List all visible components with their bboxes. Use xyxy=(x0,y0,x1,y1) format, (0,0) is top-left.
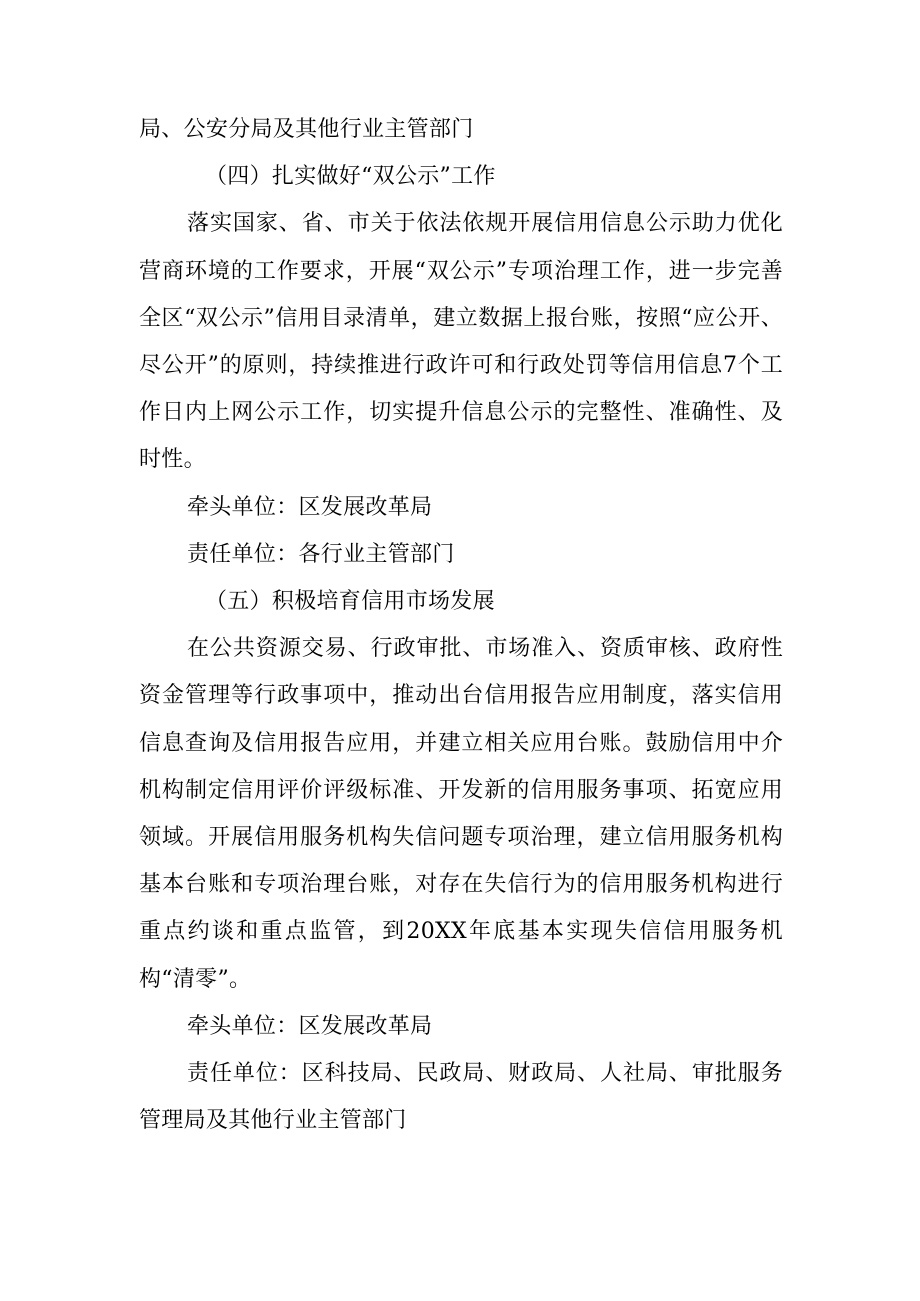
lead-unit-line: 牵头单位：区发展改革局 xyxy=(187,1013,433,1039)
section-heading-four: （四）扎实做好“双公示”工作 xyxy=(205,164,496,190)
responsible-unit-line: 责任单位：区科技局、民政局、财政局、人社局、审批服务管理局及其他行业主管部门 xyxy=(139,1061,783,1134)
paragraph-credit-market: 在公共资源交易、行政审批、市场准入、资质审核、政府性资金管理等行政事项中，推动出台信用报告应用制度，落实信用信息查询及信用报告应用，并建立相关应用台账。鼓励信用中介机构制定信用评价评级标准、开发新的信用服务事项、拓宽应用领域。开展信用服务机构失信问题专项治理，建立信用服务机构基本台账和专项治理台账，对存在失信行为的信用服务机构进行重点约谈和重点监管，到20XX年底基本实现失信信用服务机构“清零”。 xyxy=(139,636,783,992)
section-heading-five: （五）积极培育信用市场发展 xyxy=(205,589,495,615)
responsible-unit-line: 责任单位：各行业主管部门 xyxy=(187,541,455,567)
paragraph-continuation: 局、公安分局及其他行业主管部门 xyxy=(139,117,474,142)
paragraph-double-publicity: 落实国家、省、市关于依法依规开展信用信息公示助力优化营商环境的工作要求，开展“双公示”专项治理工作，进一步完善全区“双公示”信用目录清单，建立数据上报台账，按照“应公开、尽公开”的原则，持续推进行政许可和行政处罚等信用信息7个工作日内上网公示工作，切实提升信息公示的完整性、准确性、及时性。 xyxy=(139,211,783,473)
lead-unit-line: 牵头单位：区发展改革局 xyxy=(187,494,433,520)
document-body xyxy=(139,106,783,1144)
